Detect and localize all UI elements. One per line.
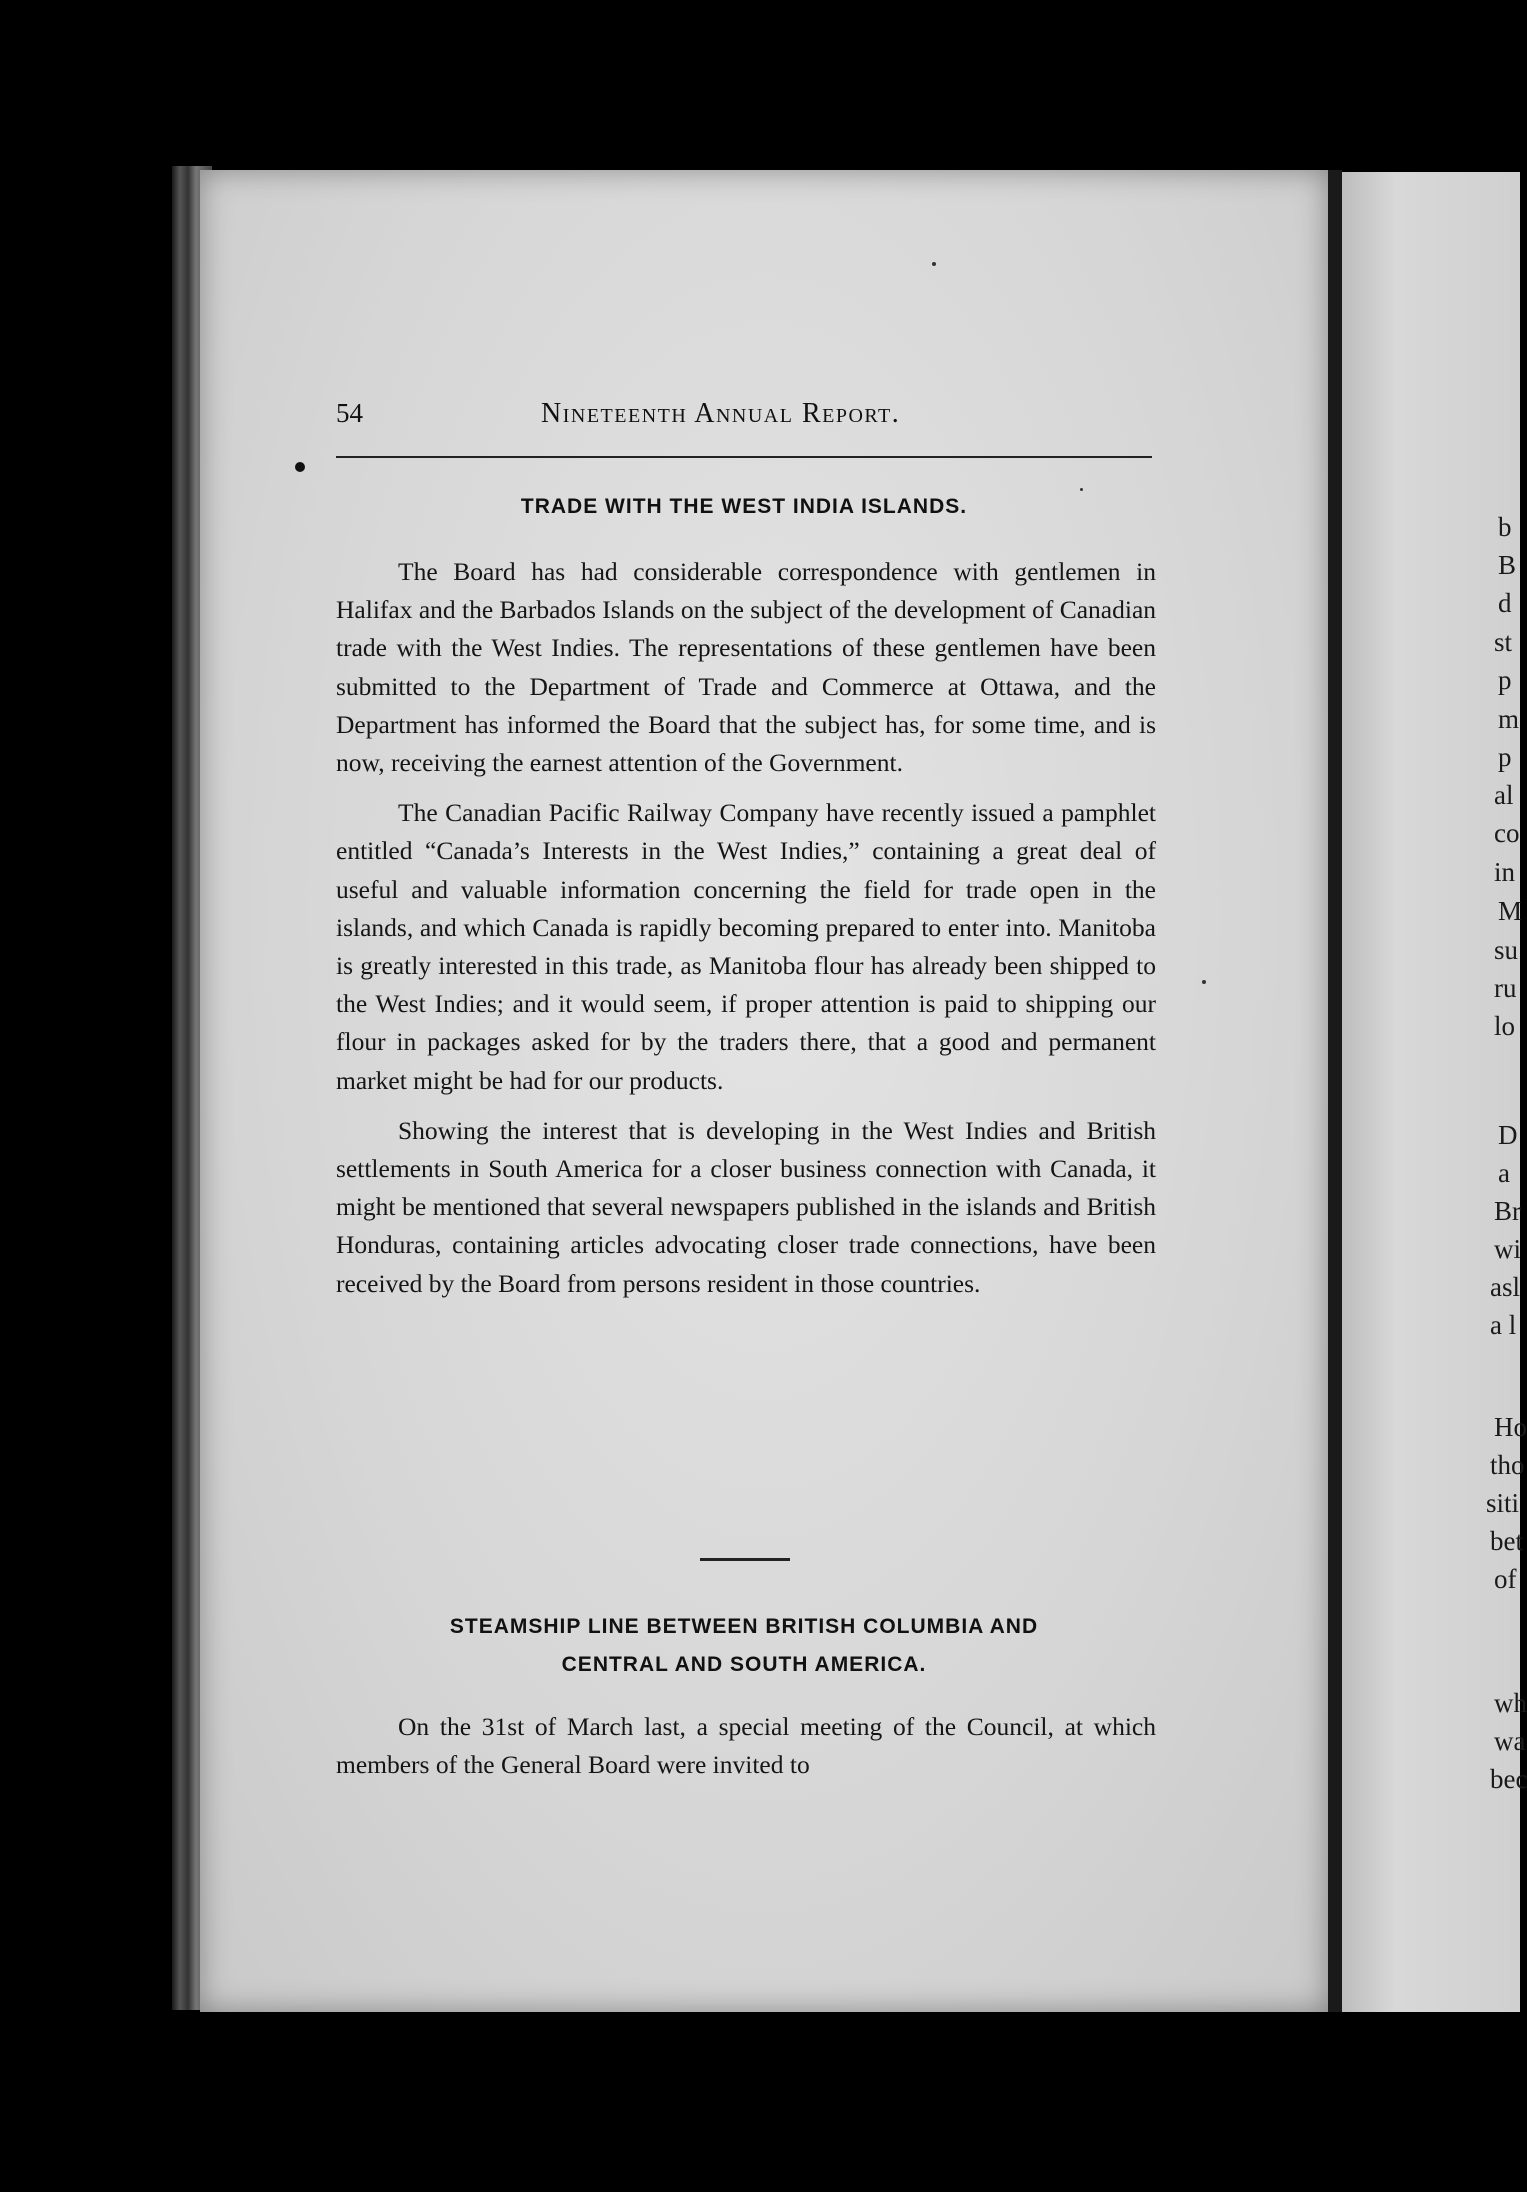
heading-line: STEAMSHIP LINE BETWEEN BRITISH COLUMBIA AND: [449, 1615, 1039, 1638]
scan-speck: [1202, 980, 1206, 984]
section1-body: [336, 553, 1156, 1315]
facing-page-fragment: a l: [1490, 1310, 1517, 1340]
paragraph: On the 31st of March last, a special meeting of the Council, at which members of the General Board were invited to: [336, 1712, 1156, 1780]
section-heading-west-india: TRADE WITH THE WEST INDIA ISLANDS.: [520, 495, 968, 518]
facing-page-fragment: wh: [1494, 1688, 1527, 1718]
facing-page-fragment: B: [1498, 550, 1517, 580]
facing-page-fragment: a: [1498, 1158, 1510, 1188]
facing-page-fragment: asl: [1490, 1272, 1520, 1302]
paragraph: The Board has had considerable correspondence with gentlemen in Halifax and the Barbados Islands on the subject of the development of Canadian trade with the West Indies. The representations of these gentlemen have been submitted to the Department of Trade and Commerce at Ottawa, and the Department has informed the Board that the subject has, for some time, and is now, receiving the earnest attention of the Government.: [336, 557, 1157, 778]
section-heading-steamship: [336, 1608, 1152, 1684]
facing-page-fragment: bet: [1490, 1526, 1523, 1556]
facing-page-fragment: siti: [1486, 1488, 1520, 1518]
facing-page-fragment: tho: [1490, 1450, 1525, 1480]
facing-page-fragment: lo: [1494, 1011, 1516, 1041]
facing-page-fragment: wi: [1494, 1234, 1521, 1264]
heading-line: CENTRAL AND SOUTH AMERICA.: [561, 1653, 927, 1676]
page-gutter: [1328, 170, 1342, 2012]
header-rule: [336, 456, 1152, 458]
facing-page-fragment: in: [1494, 857, 1516, 887]
facing-page-fragment: ru: [1494, 973, 1517, 1003]
section-divider: [700, 1558, 790, 1561]
running-head: [336, 398, 1152, 438]
paragraph: The Canadian Pacific Railway Company have recently issued a pamphlet entitled “Canada’s Interests in the West Indies,” containing a great deal of useful and valuable information concerning the field for trade open in the islands, and which Canada is rapidly becoming prepared to enter into. Manitoba is greatly interested in this trade, as Manitoba flour has already been shipped to the West Indies; and it would seem, if proper attention is paid to shipping our flour in packages asked for by the traders there, that a good and permanent market might be had for our products.: [336, 798, 1156, 1095]
facing-page-fragment: p: [1498, 665, 1512, 695]
facing-page-fragment: Ho: [1494, 1412, 1527, 1442]
facing-page-fragment: p: [1498, 742, 1512, 772]
facing-page-fragment: D: [1498, 1120, 1518, 1150]
page-number: 54: [336, 398, 363, 428]
scan-speck: [932, 262, 936, 266]
facing-page-fragment: m: [1498, 704, 1520, 734]
facing-page-fragment: M: [1498, 896, 1523, 926]
facing-page-fragment: wa: [1494, 1726, 1526, 1756]
facing-page-fragment: Br: [1494, 1196, 1521, 1226]
margin-mark: [295, 462, 305, 472]
scan-speck: [1080, 488, 1083, 491]
running-title: Nineteenth Annual Report.: [541, 398, 901, 429]
facing-page-fragment: bec: [1490, 1764, 1527, 1794]
facing-page-fragment: of: [1494, 1564, 1517, 1594]
section2-body: [336, 1708, 1156, 1796]
facing-page-fragment: b: [1498, 512, 1512, 542]
facing-page-fragment: co: [1494, 818, 1520, 848]
facing-page-fragment: st: [1494, 627, 1513, 657]
facing-page-fragment: su: [1494, 935, 1519, 965]
facing-page-fragment: al: [1494, 780, 1514, 810]
paragraph: Showing the interest that is developing in the West Indies and British settlements in South America for a closer business connection with Canada, it might be mentioned that several newspapers published in the islands and British Honduras, containing articles advocating closer trade connections, have been received by the Board from persons resident in those countries.: [336, 1115, 1156, 1298]
facing-page-fragment: d: [1498, 588, 1512, 618]
